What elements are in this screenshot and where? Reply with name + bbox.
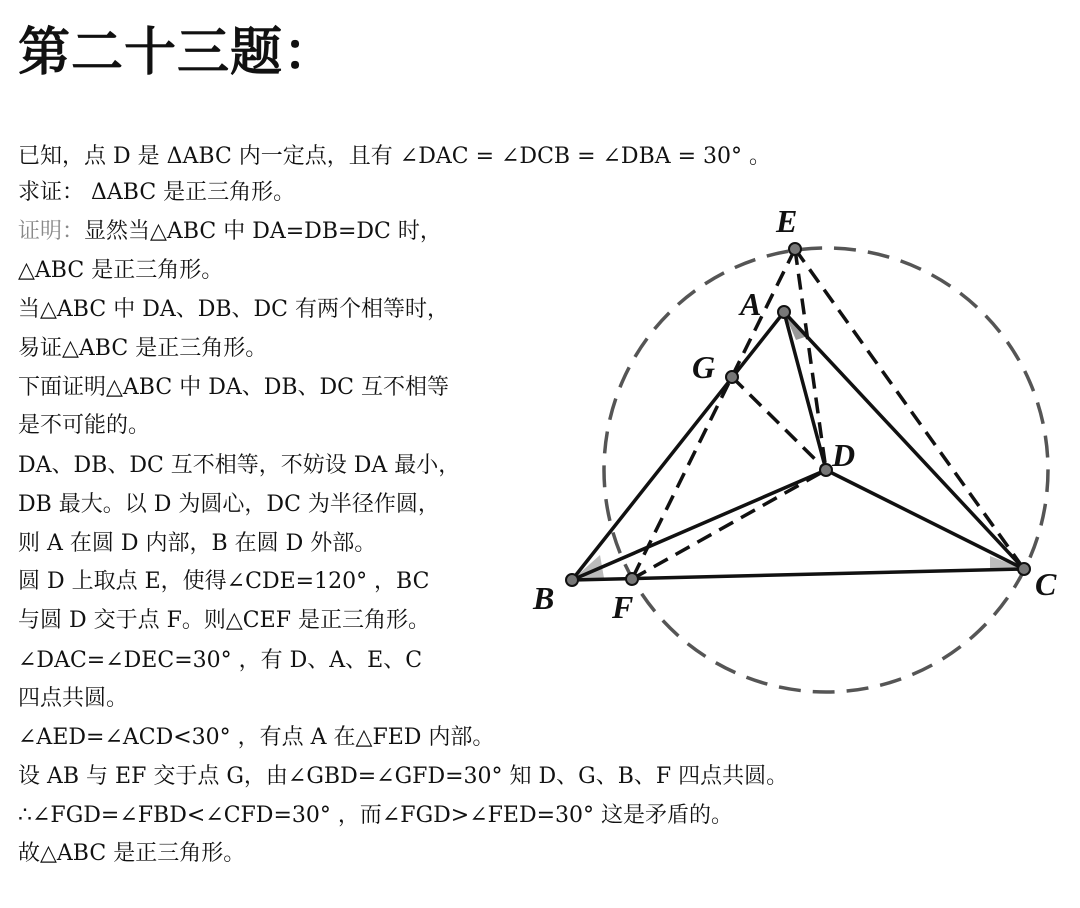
label-g: G	[692, 349, 716, 385]
point-g	[726, 371, 738, 383]
point-d	[820, 464, 832, 476]
proof-line: DB 最大。以 D 为圆心，DC 为半径作圆，	[18, 492, 440, 517]
point-e	[789, 243, 801, 255]
proof-line: ∴∠FGD=∠FBD<∠CFD=30° ，而∠FGD>∠FED=30° 这是矛盾的。	[18, 803, 734, 828]
label-d: D	[832, 437, 856, 473]
proof-line: ∠DAC=∠DEC=30° ，有 D、A、E、C	[18, 648, 423, 673]
proof-line: ∠AED=∠ACD<30° ，有点 A 在△FED 内部。	[18, 725, 495, 750]
proof-line: 易证△ABC 是正三角形。	[18, 336, 268, 361]
segment-ac	[784, 312, 1024, 569]
proof-line: △ABC 是正三角形。	[18, 258, 224, 283]
label-e: E	[776, 203, 798, 239]
proof-line: 设 AB 与 EF 交于点 G，由∠GBD=∠GFD=30° 知 D、G、B、F 四点共圆。	[18, 764, 789, 789]
point-f	[626, 573, 638, 585]
segment-dc	[826, 470, 1024, 569]
page-title: 第二十三题：	[18, 22, 337, 83]
point-a	[778, 306, 790, 318]
segment-bd	[572, 470, 826, 580]
label-b: B	[533, 580, 555, 616]
segment-fd	[632, 470, 826, 579]
proof-line: 下面证明△ABC 中 DA、DB、DC 互不相等	[18, 375, 449, 400]
proof-text: 显然当△ABC 中 DA=DB=DC 时，	[84, 219, 442, 244]
point-b	[566, 574, 578, 586]
point-c	[1018, 563, 1030, 575]
prove-text: 求证： ΔABC 是正三角形。	[18, 180, 296, 205]
proof-label: 证明：	[18, 219, 85, 244]
proof-line: 四点共圆。	[18, 686, 129, 711]
proof-line: 是不可能的。	[18, 413, 151, 438]
label-c: C	[1035, 566, 1057, 602]
segment-ed	[795, 249, 826, 470]
proof-line: 与圆 D 交于点 F。则△CEF 是正三角形。	[18, 608, 430, 633]
segment-ec	[795, 249, 1024, 569]
label-a: A	[740, 286, 762, 322]
label-f: F	[612, 589, 634, 625]
proof-line: 当△ABC 中 DA、DB、DC 有两个相等时，	[18, 297, 449, 322]
proof-line: 则 A 在圆 D 内部，B 在圆 D 外部。	[18, 531, 377, 556]
proof-line: DA、DB、DC 互不相等，不妨设 DA 最小，	[18, 453, 461, 478]
proof-line: 圆 D 上取点 E，使得∠CDE=120° ，BC	[18, 569, 430, 594]
conclusion-text: 故△ABC 是正三角形。	[18, 841, 246, 866]
given-text: 已知，点 D 是 ΔABC 内一定点，且有 ∠DAC = ∠DCB = ∠DBA = 30° 。	[18, 144, 772, 169]
